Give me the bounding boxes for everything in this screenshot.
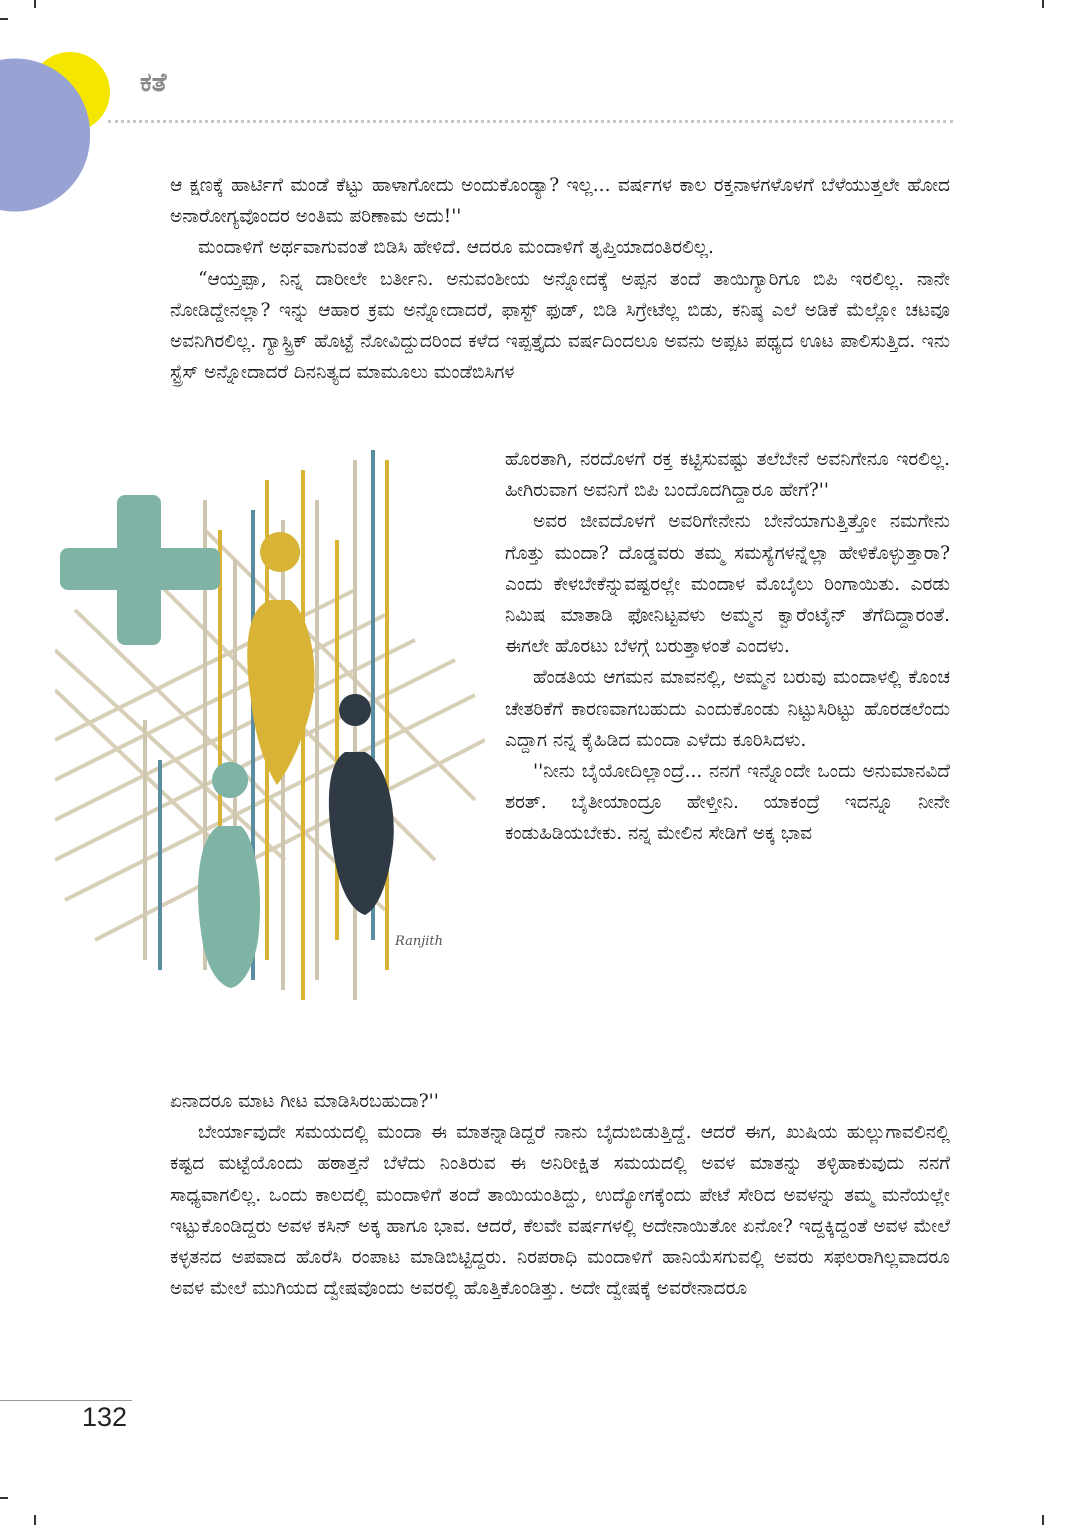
figure-teal xyxy=(198,762,260,988)
artist-signature: Ranjith xyxy=(395,934,443,949)
paragraph: ಅವರ ಜೀವದೊಳಗೆ ಅವರಿಗೇನೇನು ಬೇನೆಯಾಗುತ್ತಿತ್ತೋ ನಮಗೇನು ಗೊತ್ತು ಮಂದಾ? ದೊಡ್ಡವರು ತಮ್ಮ ಸಮಸ್ಯೆಗಳನ್ನೆಲ್ಲಾ ಹೇಳಿಕೊಳ್ಳುತ್ತಾರಾ? ಎಂದು ಕೇಳಬೇಕೆನ್ನುವಷ್ಟರಲ್ಲೇ ಮಂದಾಳ ಮೊಬೈಲು ರಿಂಗಾಯಿತು. ಎರಡು ನಿಮಿಷ ಮಾತಾಡಿ ಫೋನಿಟ್ಟವಳು ಅಮ್ಮನ ಕ್ವಾರೆಂಟೈನ್ ತೆಗೆದಿದ್ದಾರಂತೆ. ಈಗಲೇ ಹೊರಟು ಬೆಳಗ್ಗೆ ಬರುತ್ತಾಳಂತೆ ಎಂದಳು. xyxy=(505,511,950,658)
paragraph: ಹೆಂಡತಿಯ ಆಗಮನ ಮಾವನಲ್ಲಿ, ಅಮ್ಮನ ಬರುವು ಮಂದಾಳಲ್ಲಿ ಕೊಂಚ ಚೇತರಿಕೆಗೆ ಕಾರಣವಾಗಬಹುದು ಎಂದುಕೊಂಡು ನಿಟ್ಟುಸಿರಿಟ್ಟು ಹೊರಡಲೆಂದು ಎದ್ದಾಗ ನನ್ನ ಕೈಹಿಡಿದ ಮಂದಾ ಎಳೆದು ಕೂರಿಸಿದಳು. xyxy=(505,667,950,751)
paragraph: ''ನೀನು ಬೈಯೋದಿಲ್ಲಾಂದ್ರೆ... ನನಗೆ ಇನ್ನೊಂದೇ ಒಂದು ಅನುಮಾನವಿದೆ ಶರತ್. ಬೈತೀಯಾಂದ್ರೂ ಹೇಳ್ತೀನಿ. ಯಾಕಂದ್ರೆ ಇದನ್ನೂ ನೀನೇ ಕಂಡುಹಿಡಿಯಬೇಕು. ನನ್ನ ಮೇಲಿನ ಸೇಡಿಗೆ ಅಕ್ಕ ಭಾವ xyxy=(505,761,950,845)
paragraph: ಹೊರತಾಗಿ, ನರದೊಳಗೆ ರಕ್ತ ಕಟ್ಟಿಸುವಷ್ಟು ತಲೆಬೇನೆ ಅವನಿಗೇನೂ ಇರಲಿಲ್ಲ. ಹೀಗಿರುವಾಗ ಅವನಿಗೆ ಬಿಪಿ ಬಂದೊದಗಿದ್ದಾರೂ ಹೇಗೆ?'' xyxy=(505,449,950,502)
story-illustration xyxy=(55,440,485,1000)
paragraph: ಆ ಕ್ಷಣಕ್ಕೆ ಹಾರ್ಟಿಗೆ ಮಂಡೆ ಕೆಟ್ಟು ಹಾಳಾಗೋದು ಅಂದುಕೊಂಡ್ಯಾ? ಇಲ್ಲ... ವರ್ಷಗಳ ಕಾಲ ರಕ್ತನಾಳಗಳೊಳಗೆ ಬೆಳೆಯುತ್ತಲೇ ಹೋದ ಅನಾರೋಗ್ಯವೊಂದರ ಅಂತಿಮ ಪರಿಣಾಮ ಅದು!'' xyxy=(170,175,950,228)
page-number: 132 xyxy=(82,1402,128,1432)
dotted-rule xyxy=(108,120,953,123)
story-top xyxy=(170,170,950,388)
paragraph: ಬೇರ್ಯಾವುದೇ ಸಮಯದಲ್ಲಿ ಮಂದಾ ಈ ಮಾತನ್ನಾಡಿದ್ದರೆ ನಾನು ಬೈದುಬಿಡುತ್ತಿದ್ದೆ. ಆದರೆ ಈಗ, ಖುಷಿಯ ಹುಲ್ಲುಗಾವಲಿನಲ್ಲಿ ಕಷ್ಟದ ಮಟ್ಟೆಯೊಂದು ಹಠಾತ್ತನೆ ಬೆಳೆದು ನಿಂತಿರುವ ಈ ಅನಿರೀಕ್ಷಿತ ಸಮಯದಲ್ಲಿ ಅವಳ ಮಾತನ್ನು ತಳ್ಳಿಹಾಕುವುದು ನನಗೆ ಸಾಧ್ಯವಾಗಲಿಲ್ಲ. ಒಂದು ಕಾಲದಲ್ಲಿ ಮಂದಾಳಿಗೆ ತಂದೆ ತಾಯಿಯಂತಿದ್ದು, ಉದ್ಯೋಗಕ್ಕೆಂದು ಪೇಟೆ ಸೇರಿದ ಅವಳನ್ನು ತಮ್ಮ ಮನೆಯಲ್ಲೇ ಇಟ್ಟುಕೊಂಡಿದ್ದರು ಅವಳ ಕಸಿನ್ ಅಕ್ಕ ಹಾಗೂ ಭಾವ. ಆದರೆ, ಕೆಲವೇ ವರ್ಷಗಳಲ್ಲಿ ಅದೇನಾಯಿತೋ ಏನೋ? ಇದ್ದಕ್ಕಿದ್ದಂತೆ ಅವಳ ಮೇಲೆ ಕಳ್ಳತನದ ಅಪವಾದ ಹೊರೆಸಿ ರಂಪಾಟ ಮಾಡಿಬಿಟ್ಟಿದ್ದರು. ನಿರಪರಾಧಿ ಮಂದಾಳಿಗೆ ಹಾನಿಯೆಸಗುವಲ್ಲಿ ಅವರು ಸಫಲರಾಗಿಲ್ಲವಾದರೂ ಅವಳ ಮೇಲೆ ಮುಗಿಯದ ದ್ವೇಷವೊಂದು ಅವರಲ್ಲಿ ಹೊತ್ತಿಕೊಂಡಿತ್ತು. ಅದೇ ದ್ವೇಷಕ್ಕೆ ಅವರೇನಾದರೂ xyxy=(170,1122,950,1300)
story-side xyxy=(505,444,950,850)
crop-mark xyxy=(1042,1515,1044,1525)
section-label: ಕತೆ xyxy=(140,68,167,98)
page-number-rule xyxy=(0,1400,132,1401)
story-bottom xyxy=(170,1086,950,1304)
crop-mark xyxy=(1042,0,1044,8)
paragraph: ಏನಾದರೂ ಮಾಟ ಗೀಟ ಮಾಡಿಸಿರಬಹುದಾ?'' xyxy=(170,1091,439,1112)
paragraph: ಮಂದಾಳಿಗೆ ಅರ್ಥವಾಗುವಂತೆ ಬಿಡಿಸಿ ಹೇಳಿದೆ. ಆದರೂ ಮಂದಾಳಿಗೆ ತೃಪ್ತಿಯಾದಂತಿರಲಿಲ್ಲ. xyxy=(198,237,714,259)
crop-mark xyxy=(0,1497,8,1499)
header-decoration xyxy=(0,0,140,220)
paragraph: “ಆಯ್ತಪ್ಪಾ, ನಿನ್ನ ದಾರೀಲೇ ಬರ್ತೀನಿ. ಅನುವಂಶೀಯ ಅನ್ನೋದಕ್ಕೆ ಅಪ್ಪನ ತಂದೆ ತಾಯಿಗ್ಯಾರಿಗೂ ಬಿಪಿ ಇರಲಿಲ್ಲ. ನಾನೇ ನೋಡಿದ್ದೇನಲ್ಲಾ? ಇನ್ನು ಆಹಾರ ಕ್ರಮ ಅನ್ನೋದಾದರೆ, ಫಾಸ್ಟ್ ಫುಡ್, ಬಿಡಿ ಸಿಗ್ರೇಟೆಲ್ಲ ಬಿಡು, ಕನಿಷ್ಠ ಎಲೆ ಅಡಿಕೆ ಮೆಲ್ಲೋ ಚಟವೂ ಅವನಿಗಿರಲಿಲ್ಲ. ಗ್ಯಾಸ್ಟ್ರಿಕ್ ಹೊಟ್ಟೆ ನೋವಿದ್ದುದರಿಂದ ಕಳೆದ ಇಪ್ಪತ್ತೈದು ವರ್ಷದಿಂದಲೂ ಅವನು ಅಪ್ಪಟ ಪಥ್ಯದ ಊಟ ಪಾಲಿಸುತ್ತಿದ. ಇನು ಸ್ಟ್ರೆಸ್ ಅನ್ನೋದಾದರೆ ದಿನನಿತ್ಯದ ಮಾಮೂಲು ಮಂಡೆಬಿಸಿಗಳ xyxy=(170,268,950,384)
crop-mark xyxy=(34,1515,36,1525)
